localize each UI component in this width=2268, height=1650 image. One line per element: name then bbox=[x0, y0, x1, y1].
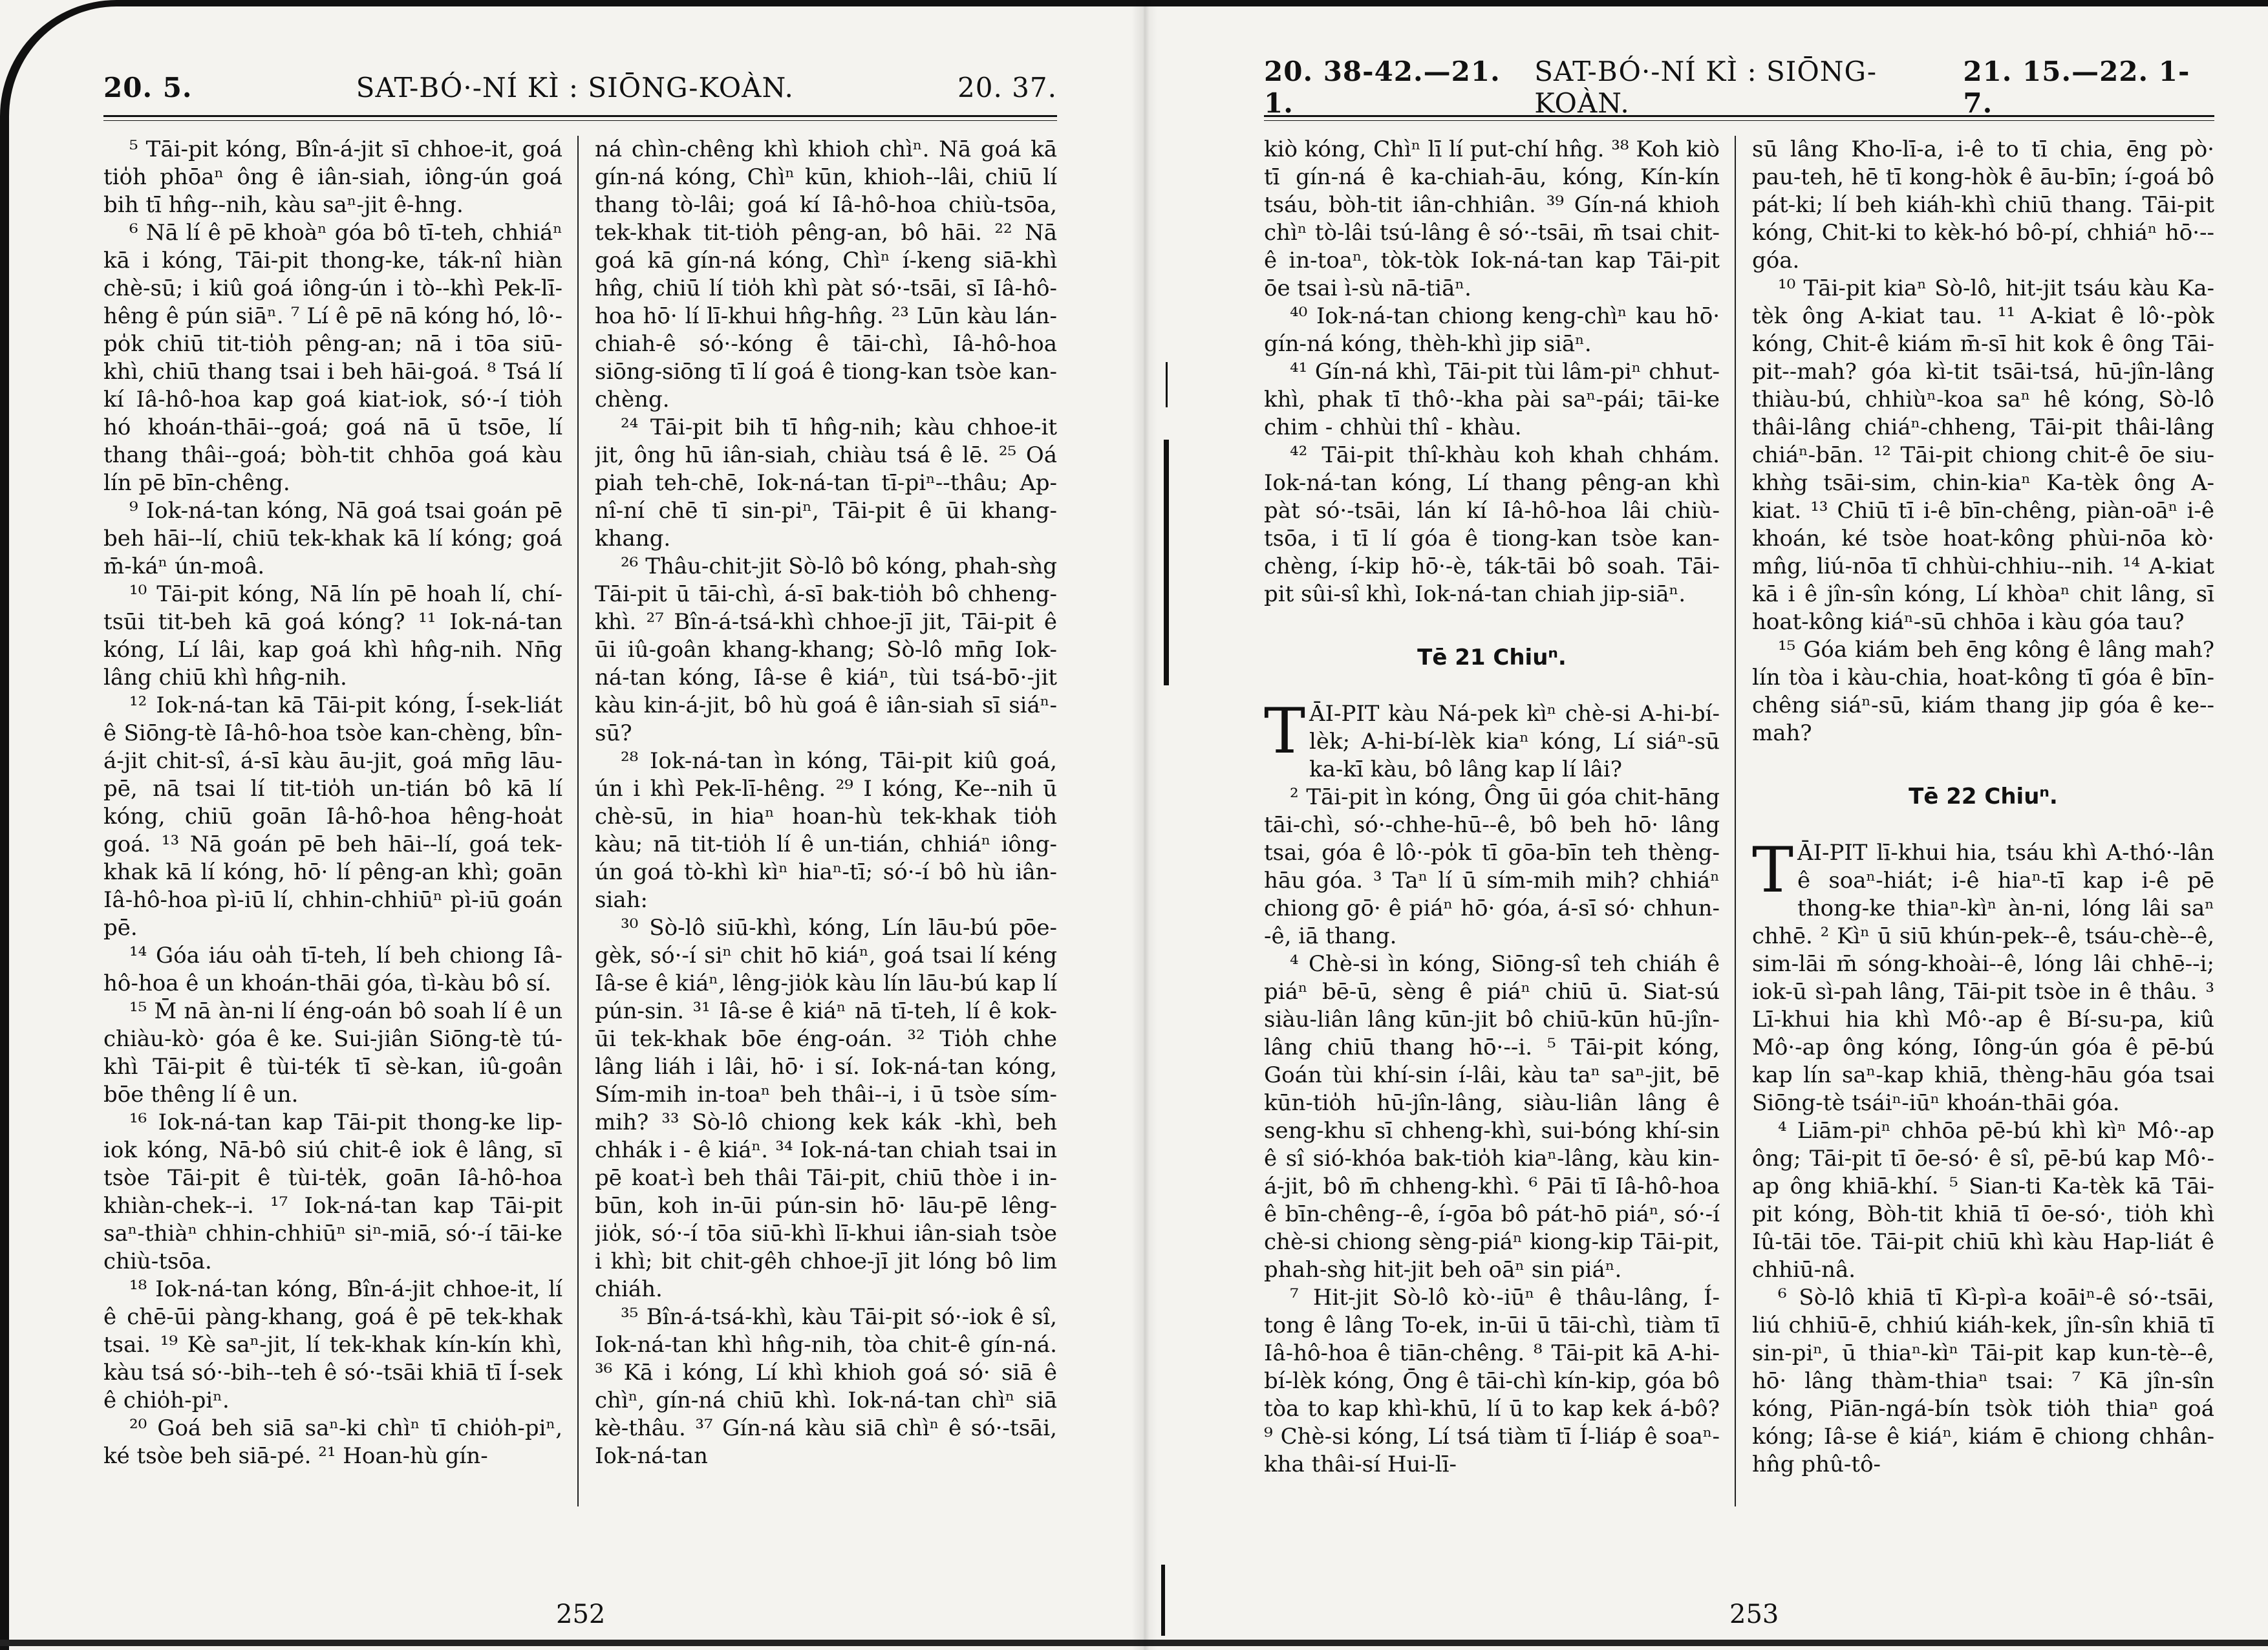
verse-paragraph: ⁶ Sò-lô khiā tī Kì-pì-a koāiⁿ-ê só·-tsāi, liú chhiū-ē, chhiú kiáh-kek, jîn-sîn khiā tī sin-piⁿ, ū thiaⁿ-kìⁿ Tāi-pit kap kun-tè--ê, hō· lâng thàm-thiaⁿ tsai: ⁷ Kā jîn-sîn kóng, Piān-ngá-bín tsòk tio̍h thiaⁿ goá kóng; Iâ-se ê kiáⁿ, kiám ē chiong chhân-hn̂g phû-tô- bbox=[1752, 1285, 2214, 1477]
verse-text: ĀI-PIT lī-khui hia, tsáu khì A-thó·-lân ê soaⁿ-hiát; i-ê hiaⁿ-tī kap i-ê pē thong-ke thiaⁿ-kìⁿ àn-ni, lóng lâi saⁿ chhē. ² Kìⁿ ū siū khún-pek--ê, tsáu-chè--ê, sim-lāi m̄ sóng-khoài--ê, lóng lâi chhē--i; iok-ū sì-pah lâng, Tāi-pit tsòe in ê thâu. ³ Lī-khui hia khì Mô·-ap ê Bí-su-pa, kiû Mô·-ap ông kóng, Iông-ún góa ê pē-bú kap lín saⁿ-kap khiā, thèng-hāu góa tsai Siōng-tè tsáiⁿ-iūⁿ khoán-thāi góa. bbox=[1752, 840, 2214, 1116]
left-page bbox=[103, 65, 1057, 1629]
page-number: 252 bbox=[556, 1600, 606, 1629]
verse-paragraph: ¹⁸ Iok-ná-tan kóng, Bîn-á-jit chhoe-it, lí ê chē-ūi pàng-khang, goá ê pē tek-khak tsai. ¹⁹ Kè saⁿ-jit, lí tek-khak kín-kín khì, kàu tsá só·-bih--teh ê só·-tsāi khiā tī Í-sek ê chio̍h-piⁿ. bbox=[103, 1276, 562, 1413]
chapter-heading: Tē 22 Chiuⁿ. bbox=[1909, 784, 2058, 809]
text-column-2 bbox=[595, 136, 1057, 1539]
verse-paragraph: ²⁴ Tāi-pit bih tī hn̂g-nih; kàu chhoe-it jit, ông hū iân-siah, chiàu tsá ê lē. ²⁵ Oá piah teh-chē, Iok-ná-tan tī-piⁿ--thâu; Ap-nî-ní chē tī sin-piⁿ, Tāi-pit ê ūi khang-khang. bbox=[595, 414, 1057, 552]
gutter-shadow-mark bbox=[1164, 440, 1169, 685]
header-right-ref: 20. 37. bbox=[957, 71, 1057, 103]
header-title: SAT-BÓ·-NÍ KÌ : SIŌNG-KOÀN. bbox=[356, 71, 794, 103]
chapter-opening-paragraph bbox=[1264, 695, 1720, 784]
drop-cap: T bbox=[1264, 695, 1306, 767]
verse-paragraph: ³⁵ Bîn-á-tsá-khì, kàu Tāi-pit só·-iok ê sî, Iok-ná-tan khì hn̂g-nih, tòa chit-ê gín-ná. ³⁶ Kā i kóng, Lí khì khioh goá só· siā ê chìⁿ, gín-ná chiū khì. Iok-ná-tan chìⁿ siā kè-thâu. ³⁷ Gín-ná kàu siā chìⁿ ê só·-tsāi, Iok-ná-tan bbox=[595, 1304, 1057, 1469]
verse-paragraph: ⁶ Nā lí ê pē khoàⁿ góa bô tī-teh, chhiáⁿ kā i kóng, Tāi-pit thong-ke, ták-nî hiàn chè-sū; i kiû goá iông-ún i tò--khì Pek-lī-hêng ê pún siāⁿ. ⁷ Lí ê pē nā kóng hó, lô·-po̍k chiū tit-tio̍h pêng-an; nā i tōa siū-khì, chiū thang tsai i beh hāi-goá. ⁸ Tsá lí kí Iâ-hô-hoa kap goá kiat-iok, só·-í tio̍h hó khoán-thāi--goá; goá nā ū tsōe, lí thang thâi--goá; bòh-tit chhōa goá kàu lín pē bīn-chêng. bbox=[103, 220, 562, 496]
column-divider bbox=[1735, 136, 1736, 1506]
text-column-1 bbox=[1264, 136, 1720, 1539]
verse-text: ĀI-PIT kàu Ná-pek kìⁿ chè-si A-hi-bí-lèk; A-hi-bí-lèk kiaⁿ kóng, Lí siáⁿ-sū ka-kī kàu, bô lâng kap lí lâi? bbox=[1309, 701, 1720, 782]
chapter-opening-paragraph bbox=[1752, 834, 2214, 1117]
verse-paragraph: ¹⁵ M̄ nā àn-ni lí éng-oán bô soah lí ê un chiàu-kò· góa ê ke. Sui-jiân Siōng-tè tú-khì Tāi-pit ê tùi-ték tī sè-kan, iû-goân bōe thêng lí ê un. bbox=[103, 998, 562, 1108]
verse-paragraph: ná chìn-chêng khì khioh chìⁿ. Nā goá kā gín-ná kóng, Chìⁿ kūn, khioh--lâi, chiū lí thang tò-lâi; goá kí Iâ-hô-hoa chiù-tsōa, tek-khak tit-tio̍h pêng-an, bô hāi. ²² Nā goá kā gín-ná kóng, Chìⁿ í-keng siā-khì hn̂g, chiū lí tio̍h khì pàt só·-tsāi, sī Iâ-hô-hoa hō· lí lī-khui hn̂g-hn̂g. ²³ Lūn kàu lán-chiah-ê só·-kóng ê tāi-chì, Iâ-hô-hoa siōng-siōng tī lí goá ê tiong-kan tsòe kan-chèng. bbox=[595, 136, 1057, 412]
verse-paragraph: ²⁸ Iok-ná-tan ìn kóng, Tāi-pit kiû goá, ún i khì Pek-lī-hêng. ²⁹ I kóng, Ke--nih ū chè-sū, in hiaⁿ hoan-hù tek-khak tio̍h kàu; nā tit-tio̍h lí ê un-tián, chhiáⁿ iông-ún goá tò-khì kìⁿ hiaⁿ-tī; só·-í bô hù iân-siah: bbox=[595, 748, 1057, 913]
gutter-shadow-mark bbox=[1166, 362, 1168, 407]
verse-paragraph: ⁹ Iok-ná-tan kóng, Nā goá tsai goán pē beh hāi--lí, chiū tek-khak kā lí kóng; goá m̄-káⁿ ún-moâ. bbox=[103, 498, 562, 579]
drop-cap: T bbox=[1752, 834, 1794, 906]
verse-paragraph: ⁴ Chè-si ìn kóng, Siōng-sî teh chiáh ê piáⁿ bē-ū, sèng ê piáⁿ chiū ū. Siat-sú siàu-liân lâng kūn-jit bô chiū-kūn hū-jîn-lâng chiū thang hō·--i. ⁵ Tāi-pit kóng, Goán tùi khí-sin í-lâi, kàu taⁿ saⁿ-jit, bē kūn-tio̍h hū-jîn-lâng, siàu-liân lâng ê seng-khu sī chheng-khì, sui-bóng khí-sin ê sî sió-khóa bak-tio̍h kiaⁿ-lâng, kàu kin-á-jit, bô m̄ chheng-khì. ⁶ Pāi tī Iâ-hô-hoa ê bīn-chêng--ê, í-gōa bô pát-hō piáⁿ, só·-í chè-si chiong sèng-piáⁿ kiong-kip Tāi-pit, phah-sǹg hit-jit beh oāⁿ sin piáⁿ. bbox=[1264, 951, 1720, 1283]
verse-paragraph: ⁴² Tāi-pit thî-khàu koh khah chhám. Iok-ná-tan kóng, Lí thang pêng-an khì pàt só·-tsāi, lán kí Iâ-hô-hoa lâi chiù-tsōa, i tī lí góa ê tiong-kan tsòe kan-chèng, í-kip hō·-è, ták-tāi bô soah. Tāi-pit sûi-sî khì, Iok-ná-tan chiah jip-siāⁿ. bbox=[1264, 442, 1720, 607]
verse-paragraph: ¹⁰ Tāi-pit kiaⁿ Sò-lô, hit-jit tsáu kàu Ka-tèk ông A-kiat tau. ¹¹ A-kiat ê lô·-pòk kóng, Chit-ê kiám m̄-sī hit kok ê ông Tāi-pit--mah? góa kì-tit tsāi-tsá, hū-jîn-lâng thiàu-bú, chhiùⁿ-koa saⁿ hê kóng, Sò-lô thâi-lâng chiáⁿ-chheng, Tāi-pit thâi-lâng chiáⁿ-bān. ¹² Tāi-pit chiong chit-ê ōe siu-khǹg tsāi-sim, chin-kiaⁿ Ka-tèk ông A-kiat. ¹³ Chiū tī i-ê bīn-chêng, piàn-oāⁿ i-ê khoán, ké tsòe hoat-kông phùi-nōa kò· mn̂g, liú-nōa tī chhùi-chhiu--nih. ¹⁴ A-kiat kā i ê jîn-sîn kóng, Lí khòaⁿ chit lâng, sī hoat-kông kiáⁿ-sū chhōa i kàu góa tau? bbox=[1752, 275, 2214, 635]
verse-paragraph: ⁴⁰ Iok-ná-tan chiong keng-chìⁿ kau hō· gín-ná kóng, thèh-khì jip siāⁿ. bbox=[1264, 303, 1720, 357]
verse-paragraph: ²⁰ Goá beh siā saⁿ-ki chìⁿ tī chio̍h-piⁿ, ké tsòe beh siā-pé. ²¹ Hoan-hù gín- bbox=[103, 1415, 562, 1469]
text-column-2 bbox=[1752, 136, 2214, 1539]
header-title: SAT-BÓ·-NÍ KÌ : SIŌNG-KOÀN. bbox=[1534, 56, 1878, 119]
verse-paragraph: ² Tāi-pit ìn kóng, Ông ūi góa chit-hāng tāi-chì, só·-chhe-hū--ê, bô beh hō· lâng tsai, góa ê lô·-po̍k tī gōa-bīn teh thèng-hāu góa. ³ Taⁿ lí ū sím-mih mih? chhiáⁿ chiong gō· ê piáⁿ hō· góa, á-sī só· chhun--ê, iā thang. bbox=[1264, 784, 1720, 949]
header-rule bbox=[103, 115, 1057, 121]
right-page bbox=[1264, 56, 2214, 1629]
header-left-ref: 20. 5. bbox=[103, 71, 193, 103]
verse-paragraph: ¹⁵ Góa kiám beh ēng kông ê lâng mah? lín tòa i kàu-chia, hoat-kông tī góa ê bīn-chêng siáⁿ-sū, kiám thang jip góa ê ke--mah? bbox=[1752, 637, 2214, 746]
verse-paragraph: ⁴¹ Gín-ná khì, Tāi-pit tùi lâm-piⁿ chhut-khì, phak tī thô·-kha pài saⁿ-pái; tāi-ke chim - chhùi thî - khàu. bbox=[1264, 359, 1720, 440]
verse-paragraph: ¹⁰ Tāi-pit kóng, Nā lín pē hoah lí, chí-tsūi tit-beh kā goá kóng? ¹¹ Iok-ná-tan kóng, Lí lâi, kap goá khì hn̂g-nih. Nn̄g lâng chiū khì hn̂g-nih. bbox=[103, 581, 562, 691]
verse-paragraph: ¹⁴ Góa iáu oa̍h tī-teh, lí beh chiong Iâ-hô-hoa ê un khoán-thāi góa, tì-kàu bô sí. bbox=[103, 943, 562, 996]
verse-paragraph: ⁴ Liām-piⁿ chhōa pē-bú khì kìⁿ Mô·-ap ông; Tāi-pit tī ōe-só· ê sî, pē-bú kap Mô·-ap ông khiā-khí. ⁵ Sian-ti Ka-tèk kā Tāi-pit kóng, Bòh-tit khiā tī ōe-só·, tio̍h khì Iû-tāi tōe. Tāi-pit chiū khì kàu Hap-liát ê chhiū-nâ. bbox=[1752, 1118, 2214, 1283]
header-rule bbox=[1264, 115, 2214, 121]
header-right-ref: 21. 15.—22. 1-7. bbox=[1963, 56, 2190, 119]
page-number: 253 bbox=[1729, 1600, 1779, 1629]
verse-paragraph: ⁷ Hit-jit Sò-lô kò·-iūⁿ ê thâu-lâng, Í-tong ê lâng To-ek, in-ūi ū tāi-chì, tiàm tī Iâ-hô-hoa ê tiān-chêng. ⁸ Tāi-pit kā A-hi-bí-lèk kóng, Ōng ê tāi-chì kín-kip, góa bô tòa to kap khì-khū, lí ū to kap kek á-bô? ⁹ Chè-si kóng, Lí tsá tiàm tī Í-liáp ê soaⁿ-kha thâi-sí Hui-lī- bbox=[1264, 1285, 1720, 1477]
verse-paragraph: ⁵ Tāi-pit kóng, Bîn-á-jit sī chhoe-it, goá tio̍h phōaⁿ ông ê iân-siah, iông-ún goá bih tī hn̂g--nih, kàu saⁿ-jit ê-hng. bbox=[103, 136, 562, 218]
verse-paragraph: sū lâng Kho-lī-a, i-ê to tī chia, ēng pò· pau-teh, hē tī kong-hòk ê āu-bīn; í-goá bô pát-ki; lí beh kiáh-khì chiū thang. Tāi-pit kóng, Chit-ki to kèk-hó bô-pí, chhiáⁿ hō·--góa. bbox=[1752, 136, 2214, 273]
book-gutter bbox=[1131, 0, 1157, 1650]
gutter-shadow-mark bbox=[1161, 1565, 1165, 1636]
page-header bbox=[1264, 56, 2214, 119]
column-divider bbox=[577, 136, 579, 1506]
chapter-heading: Tē 21 Chiuⁿ. bbox=[1417, 645, 1567, 670]
header-left-ref: 20. 38-42.—21. 1. bbox=[1264, 56, 1501, 119]
page-header bbox=[103, 65, 1057, 110]
verse-paragraph: ¹⁶ Iok-ná-tan kap Tāi-pit thong-ke lip-iok kóng, Nā-bô siú chit-ê iok ê lâng, sī tsòe Tāi-pit ê tùi-te̍k, goān Iâ-hô-hoa khiàn-chek--i. ¹⁷ Iok-ná-tan kap Tāi-pit saⁿ-thiàⁿ chhin-chhiūⁿ siⁿ-miā, só·-í tāi-ke chiù-tsōa. bbox=[103, 1109, 562, 1274]
verse-paragraph: kiò kóng, Chìⁿ lī lí put-chí hn̂g. ³⁸ Koh kiò tī gín-ná ê ka-chiah-āu, kóng, Kín-kín tsáu, bòh-tit iân-chhiân. ³⁹ Gín-ná khioh chìⁿ tò-lâi tsú-lâng ê só·-tsāi, m̄ tsai chit-ê in-toaⁿ, tòk-tòk Iok-ná-tan kap Tāi-pit ōe tsai ì-sù nā-tiāⁿ. bbox=[1264, 136, 1720, 301]
verse-paragraph: ³⁰ Sò-lô siū-khì, kóng, Lín lāu-bú pōe-gèk, só·-í siⁿ chit hō kiáⁿ, goá tsai lí kéng Iâ-se ê kiáⁿ, lêng-jio̍k kàu lín lāu-bú kap lí pún-sin. ³¹ Iâ-se ê kiáⁿ nā tī-teh, lí ê kok-ūi tek-khak bōe éng-oán. ³² Tio̍h chhe lâng liáh i lâi, hō· i sí. Iok-ná-tan kóng, Sím-mih in-toaⁿ beh thâi--i, i ū tsòe sím-mih? ³³ Sò-lô chiong kek kák -khì, beh chhák i - ê kiáⁿ. ³⁴ Iok-ná-tan chiah tsai in pē koat-ì beh thâi Tāi-pit, chiū thòe i in-būn, koh in-ūi pún-sin hō· lāu-pē lêng-jio̍k, só·-í tōa siū-khì lī-khui iân-siah tsòe i khì; bit chit-gêh chhoe-jī jit lóng bô lim chiáh. bbox=[595, 915, 1057, 1302]
text-column-1 bbox=[103, 136, 562, 1539]
verse-paragraph: ²⁶ Thâu-chit-jit Sò-lô bô kóng, phah-sǹg Tāi-pit ū tāi-chì, á-sī bak-tio̍h bô chheng-khì. ²⁷ Bîn-á-tsá-khì chhoe-jī jit, Tāi-pit ê ūi iû-goân khang-khang; Sò-lô mn̄g Iok-ná-tan kóng, Iâ-se ê kiáⁿ, tùi tsá-bō·-jit kàu kin-á-jit, bô hù goá ê iân-siah sī siáⁿ-sū? bbox=[595, 553, 1057, 746]
verse-paragraph: ¹² Iok-ná-tan kā Tāi-pit kóng, Í-sek-liát ê Siōng-tè Iâ-hô-hoa tsòe kan-chèng, bîn-á-jit chit-sî, á-sī kàu āu-jit, goá mn̄g lāu-pē, nā tsai lí tit-tio̍h un-tián bô kā lí kóng, chiū goān Iâ-hô-hoa hêng-hoa̍t goá. ¹³ Nā goán pē beh hāi--lí, goá tek-khak kā lí kóng, hō· lí pêng-an khì; goān Iâ-hô-hoa pì-iū lí, chhin-chhiūⁿ pì-iū goán pē. bbox=[103, 692, 562, 941]
